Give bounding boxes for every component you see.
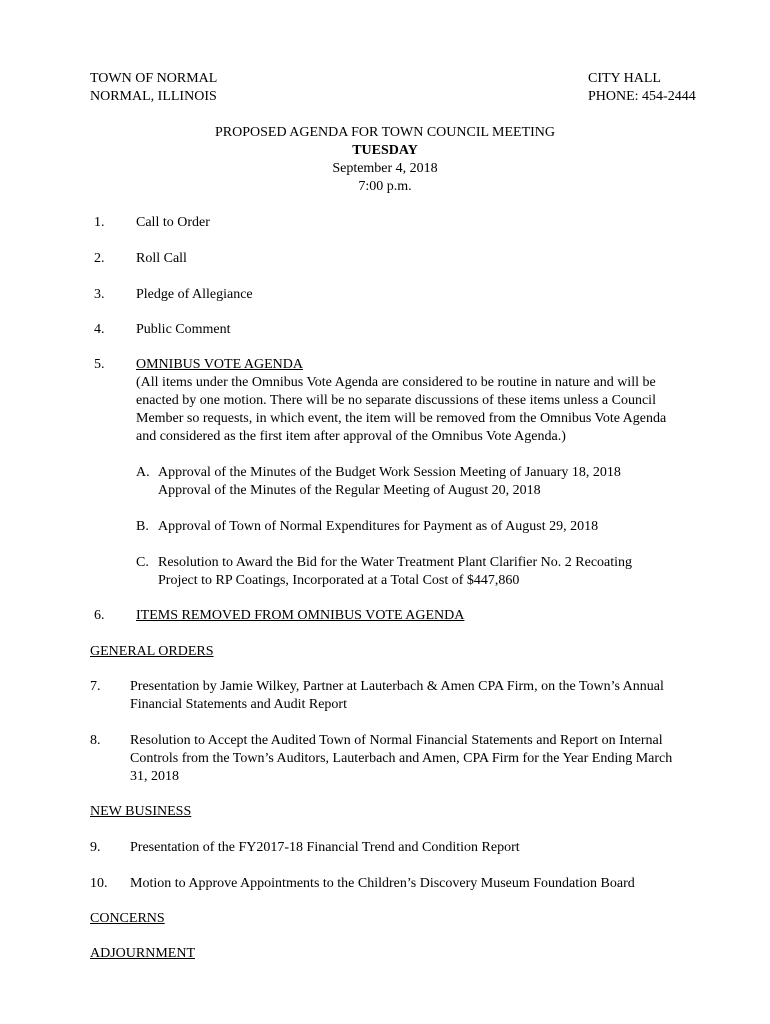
item-number: 9.: [90, 840, 101, 855]
general-orders-heading: GENERAL ORDERS: [90, 644, 214, 659]
agenda-item-public-comment: Public Comment: [136, 322, 231, 337]
agenda-title: PROPOSED AGENDA FOR TOWN COUNCIL MEETING: [214, 125, 556, 140]
item-number: 1.: [94, 215, 105, 230]
meeting-time: 7:00 p.m.: [358, 179, 412, 194]
new-business-heading: NEW BUSINESS: [90, 804, 192, 819]
sub-item-label: A.: [136, 465, 150, 480]
town-name: TOWN OF NORMAL: [90, 71, 218, 86]
phone-number: PHONE: 454-2444: [588, 89, 696, 104]
item10-text: Motion to Approve Appointments to the Children’s Discovery Museum Foundation Board: [130, 876, 635, 891]
item9-text: Presentation of the FY2017-18 Financial Trend and Condition Report: [130, 840, 520, 855]
omnibus-description-line: enacted by one motion. There will be no separate discussions of these items unless a Council: [136, 393, 656, 408]
item-number: 7.: [90, 679, 101, 694]
agenda-item-roll-call: Roll Call: [136, 251, 187, 266]
city-hall-label: CITY HALL: [588, 71, 661, 86]
item8-line: Resolution to Accept the Audited Town of Normal Financial Statements and Report on Internal: [130, 733, 663, 748]
omnibus-heading: OMNIBUS VOTE AGENDA: [136, 357, 303, 372]
item-number: 6.: [94, 608, 105, 623]
adjournment-heading: ADJOURNMENT: [90, 946, 195, 961]
agenda-item-pledge: Pledge of Allegiance: [136, 287, 253, 302]
sub-item-label: C.: [136, 555, 149, 570]
items-removed-heading: ITEMS REMOVED FROM OMNIBUS VOTE AGENDA: [136, 608, 465, 623]
sub-item-a-line: Approval of the Minutes of the Regular Meeting of August 20, 2018: [158, 483, 541, 498]
sub-item-c-line: Resolution to Award the Bid for the Water Treatment Plant Clarifier No. 2 Recoating: [158, 555, 633, 570]
concerns-heading: CONCERNS: [90, 911, 165, 926]
item8-line: 31, 2018: [130, 769, 179, 784]
item-number: 3.: [94, 287, 105, 302]
item-number: 5.: [94, 357, 105, 372]
sub-item-c-line: Project to RP Coatings, Incorporated at a Total Cost of $447,860: [158, 573, 520, 588]
omnibus-description-line: Member so requests, in which event, the item will be removed from the Omnibus Vote Agenda: [136, 411, 667, 426]
sub-item-label: B.: [136, 519, 149, 534]
omnibus-description-line: and considered as the first item after approval of the Omnibus Vote Agenda.): [136, 429, 566, 444]
meeting-day: TUESDAY: [352, 143, 418, 158]
item8-line: Controls from the Town’s Auditors, Lauterbach and Amen, CPA Firm for the Year Ending March: [130, 751, 673, 766]
item-number: 8.: [90, 733, 101, 748]
meeting-date: September 4, 2018: [332, 161, 438, 176]
item-number: 4.: [94, 322, 105, 337]
item-number: 10.: [90, 876, 108, 891]
agenda-item-call-to-order: Call to Order: [136, 215, 210, 230]
item7-line: Presentation by Jamie Wilkey, Partner at Lauterbach & Amen CPA Firm, on the Town’s Annual: [130, 679, 664, 694]
item-number: 2.: [94, 251, 105, 266]
town-location: NORMAL, ILLINOIS: [90, 89, 217, 104]
sub-item-a-line: Approval of the Minutes of the Budget Work Session Meeting of January 18, 2018: [158, 465, 621, 480]
item7-line: Financial Statements and Audit Report: [130, 697, 347, 712]
sub-item-b: Approval of Town of Normal Expenditures for Payment as of August 29, 2018: [158, 519, 599, 534]
omnibus-description-line: (All items under the Omnibus Vote Agenda are considered to be routine in nature and will be: [136, 375, 656, 390]
